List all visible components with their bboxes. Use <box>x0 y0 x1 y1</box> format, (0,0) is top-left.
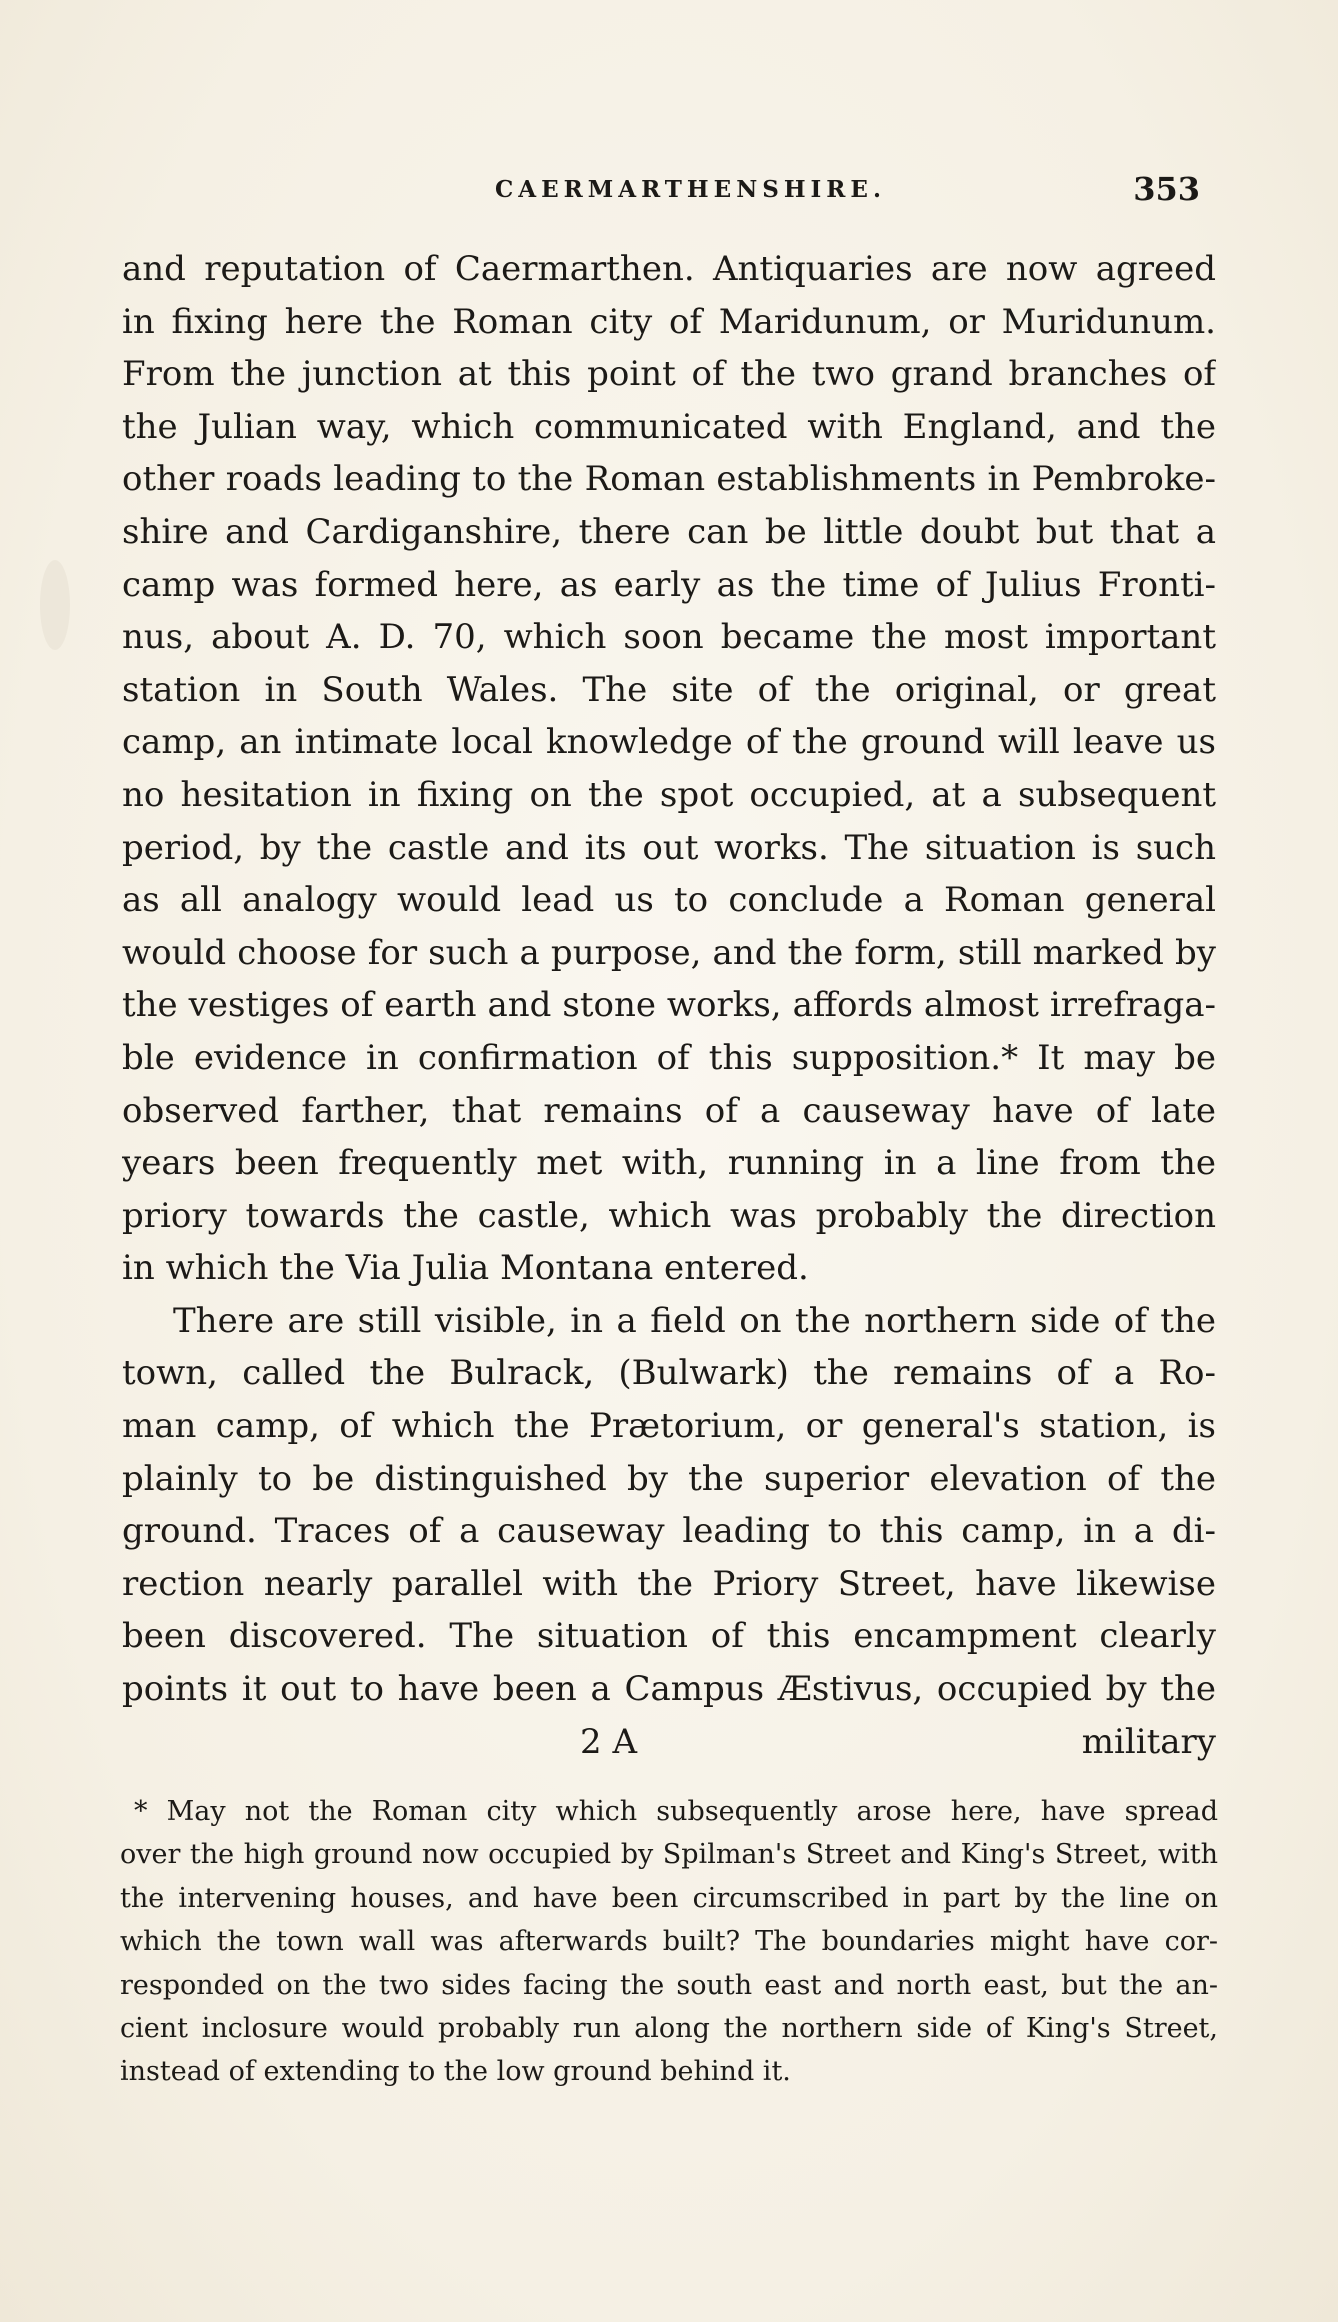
text-line: no hesitation in fixing on the spot occupied, at a subsequent <box>122 774 1216 815</box>
footnote-line: the intervening houses, and have been circumscribed in part by the line on <box>120 1882 1218 1914</box>
text-line: the Julian way, which communicated with England, and the <box>122 406 1216 447</box>
paragraph-start-line: There are still visible, in a field on the northern side of the <box>173 1300 1216 1341</box>
text-line: years been frequently met with, running in a line from the <box>122 1143 1216 1184</box>
footnote <box>120 1790 1218 2094</box>
text-line: the vestiges of earth and stone works, affords almost irrefraga- <box>122 985 1216 1026</box>
text-line: observed farther, that remains of a causeway have of late <box>122 1090 1216 1131</box>
running-head <box>300 170 1200 216</box>
text-line: points it out to have been a Campus Æstivus, occupied by the <box>122 1669 1216 1710</box>
text-line: nus, about A. D. 70, which soon became the most important <box>122 617 1216 658</box>
text-line: plainly to be distinguished by the superior elevation of the <box>122 1458 1216 1499</box>
paper-stain <box>40 560 70 650</box>
footnote-line: over the high ground now occupied by Spilman's Street and King's Street, with <box>120 1839 1218 1871</box>
text-line: camp, an intimate local knowledge of the ground will leave us <box>122 722 1216 763</box>
text-line: ble evidence in confirmation of this supposition.* It may be <box>122 1037 1216 1078</box>
text-line: rection nearly parallel with the Priory Street, have likewise <box>122 1563 1216 1604</box>
text-line: in fixing here the Roman city of Maridunum, or Muridunum. <box>122 301 1216 342</box>
signature-mark: 2 A <box>580 1721 637 1762</box>
text-line: From the junction at this point of the two grand branches of <box>122 354 1216 395</box>
text-line: station in South Wales. The site of the original, or great <box>122 669 1216 710</box>
text-line: camp was formed here, as early as the time of Julius Fronti- <box>122 564 1216 605</box>
footnote-line: responded on the two sides facing the south east and north east, but the an- <box>120 1969 1218 2001</box>
page-number: 353 <box>1133 170 1200 208</box>
footnote-line: which the town wall was afterwards built? The boundaries might have cor- <box>120 1926 1218 1958</box>
text-line: shire and Cardiganshire, there can be little doubt but that a <box>122 511 1216 552</box>
text-line: man camp, of which the Prætorium, or general's station, is <box>122 1406 1216 1447</box>
catchword: military <box>1081 1721 1216 1762</box>
running-title: CAERMARTHENSHIRE. <box>495 176 886 203</box>
text-line: and reputation of Caermarthen. Antiquaries are now agreed <box>122 249 1216 289</box>
text-line: priory towards the castle, which was probably the direction <box>122 1195 1216 1236</box>
paragraph-end-line: in which the Via Julia Montana entered. <box>122 1248 809 1289</box>
text-line: town, called the Bulrack, (Bulwark) the remains of a Ro- <box>122 1353 1216 1394</box>
text-line: period, by the castle and its out works. The situation is such <box>122 827 1216 868</box>
text-line: other roads leading to the Roman establishments in Pembroke- <box>122 459 1216 500</box>
text-line: would choose for such a purpose, and the form, still marked by <box>122 932 1216 973</box>
text-line: as all analogy would lead us to conclude a Roman general <box>122 880 1216 921</box>
text-line: been discovered. The situation of this encampment clearly <box>122 1616 1216 1657</box>
text-line: ground. Traces of a causeway leading to this camp, in a di- <box>122 1511 1216 1552</box>
body-text <box>122 243 1216 1768</box>
footnote-line: cient inclosure would probably run along the northern side of King's Street, <box>120 2012 1218 2044</box>
footnote-line: * May not the Roman city which subsequently arose here, have spread <box>134 1796 1218 1827</box>
signature-line <box>122 1716 1216 1768</box>
footnote-line: instead of extending to the low ground behind it. <box>120 2056 791 2088</box>
